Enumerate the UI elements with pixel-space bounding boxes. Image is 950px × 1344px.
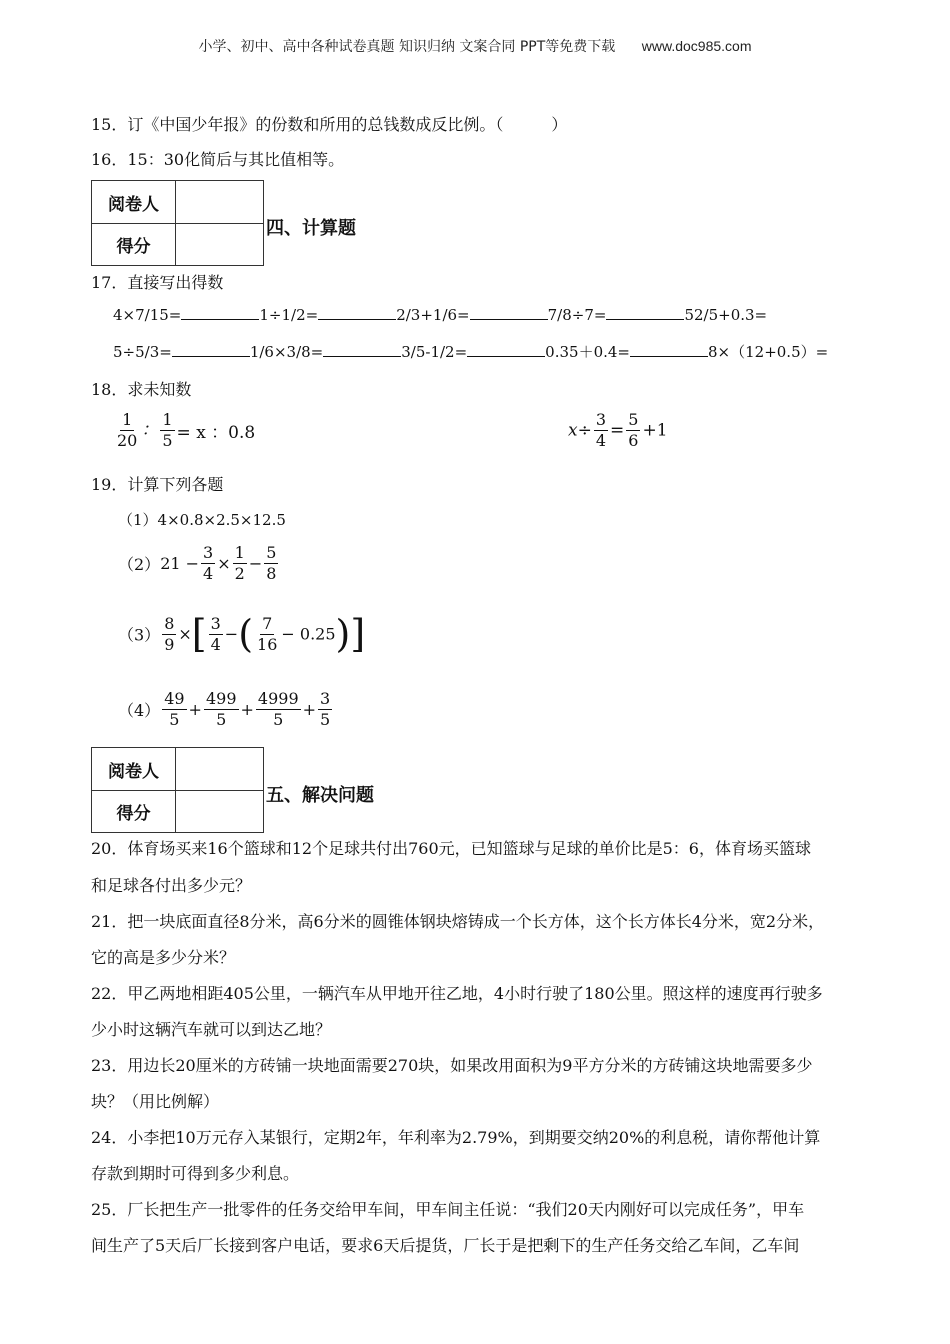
operator: ×: [217, 554, 231, 573]
q17-item: 1÷1/2=: [259, 306, 319, 324]
numerator: 3: [210, 613, 221, 633]
numerator: 5: [266, 543, 277, 562]
reviewer-label: 阅卷人: [92, 181, 176, 224]
numerator: 3: [595, 410, 607, 429]
q19-part-3: [118, 612, 365, 656]
left-paren: (: [238, 612, 254, 656]
numerator: 7: [262, 613, 273, 633]
part-label: （2）: [118, 555, 161, 574]
answer-blank[interactable]: [172, 342, 250, 357]
score-field[interactable]: [176, 224, 263, 265]
denominator: 5: [162, 431, 173, 450]
question-19-title: 19．计算下列各题: [91, 475, 224, 494]
numerator: 499: [205, 689, 237, 708]
equation-rest: = x ：0.8: [176, 423, 256, 443]
numerator: 5: [628, 410, 639, 429]
question-25-line-2: 间生产了5天后厂长接到客户电话，要求6天后提货，厂长于是把剩下的生产任务交给乙车间，乙车间: [91, 1236, 800, 1255]
numerator: 3: [320, 689, 331, 708]
header-text: 小学、初中、高中各种试卷真题 知识归纳 文案合同 PPT等免费下载: [198, 39, 616, 55]
denominator: 5: [216, 710, 227, 729]
denominator: 16: [257, 634, 278, 654]
operator: −: [248, 554, 263, 573]
numerator: 3: [203, 543, 214, 562]
answer-blank[interactable]: [467, 342, 545, 357]
question-25-line-1: 25．厂长把生产一批零件的任务交给甲车间，甲车间主任说：“我们20天内刚好可以完成任务”，甲车: [91, 1200, 805, 1219]
left-bracket: [: [191, 612, 207, 656]
denominator: 20: [117, 431, 138, 450]
q17-item: 0.35＋0.4=: [545, 343, 630, 361]
q17-item: 7/8÷7=: [547, 306, 607, 324]
question-18-title: 18．求未知数: [91, 380, 192, 399]
operator: +: [302, 700, 317, 719]
question-15: 15．订《中国少年报》的份数和所用的总钱数成反比例。（ ）: [91, 115, 568, 134]
q19-part-1: （1）4×0.8×2.5×12.5: [118, 511, 286, 529]
score-field[interactable]: [176, 791, 263, 832]
question-23-line-2: 块？（用比例解）: [91, 1092, 220, 1111]
question-16: 16．15：30化简后与其比值相等。: [91, 150, 345, 169]
reviewer-field[interactable]: [176, 181, 263, 224]
equation-1: [113, 410, 255, 451]
denominator: 4: [203, 564, 214, 583]
operator: ×: [178, 624, 192, 644]
divide-sign: ÷: [577, 420, 592, 441]
question-20-line-2: 和足球各付出多少元？: [91, 876, 252, 895]
answer-blank[interactable]: [630, 342, 708, 357]
q17-item: 3/5-1/2=: [401, 343, 468, 361]
score-label: 得分: [92, 224, 176, 265]
variable-x: x: [568, 420, 578, 441]
numerator: 8: [164, 613, 175, 633]
answer-blank[interactable]: [606, 305, 684, 320]
score-table: [91, 180, 264, 266]
denominator: 2: [234, 564, 245, 583]
q17-row-1: [113, 305, 767, 324]
q17-row-2: [113, 341, 828, 362]
denominator: 6: [628, 431, 639, 450]
denominator: 8: [266, 564, 277, 583]
reviewer-label: 阅卷人: [92, 748, 176, 791]
numerator: 49: [164, 689, 185, 708]
q17-item: 2/3+1/6=: [396, 306, 470, 324]
score-label: 得分: [92, 791, 176, 832]
question-21-line-2: 它的高是多少分米？: [91, 948, 236, 967]
numerator: 4999: [257, 689, 299, 708]
operator: −: [224, 624, 239, 644]
q17-item: 5÷5/3=: [113, 343, 172, 361]
operator: +: [188, 700, 202, 719]
score-table: [91, 747, 264, 833]
right-bracket: ]: [350, 612, 366, 656]
part-label: （3）: [118, 625, 161, 645]
denominator: 5: [273, 710, 284, 729]
denominator: 4: [210, 634, 221, 654]
denominator: 5: [320, 710, 331, 729]
operator: +: [240, 700, 254, 719]
question-23-line-1: 23．用边长20厘米的方砖铺一块地面需要270块，如果改用面积为9平方分米的方砖铺这块地需要多少: [91, 1056, 813, 1075]
right-paren: ): [335, 612, 351, 656]
q17-item: 8×（12+0.5）=: [708, 343, 829, 361]
q19-part-4: [118, 689, 334, 730]
equals-sign: =: [610, 420, 625, 441]
page-header: [0, 36, 950, 56]
denominator: 9: [164, 634, 175, 654]
q17-item: 1/6×3/8=: [249, 343, 324, 361]
question-20-line-1: 20．体育场买来16个篮球和12个足球共付出760元，已知篮球与足球的单价比是5：6，体育场买篮球: [91, 839, 811, 858]
numerator: 1: [122, 410, 133, 429]
question-21-line-1: 21．把一块底面直径8分米，高6分米的圆锥体钢块熔铸成一个长方体，这个长方体长4分米，宽2分米，: [91, 912, 825, 931]
question-24-line-2: 存款到期时可得到多少利息。: [91, 1164, 300, 1183]
numerator: 1: [162, 410, 173, 429]
question-22-line-2: 少小时这辆汽车就可以到达乙地？: [91, 1020, 332, 1039]
plus-one: +1: [642, 420, 668, 441]
header-url[interactable]: www.doc985.com: [641, 38, 752, 54]
denominator: 4: [595, 431, 607, 450]
question-22-line-1: 22．甲乙两地相距405公里，一辆汽车从甲地开往乙地，4小时行驶了180公里。照这样的速度再行驶多: [91, 984, 823, 1003]
equation-2: [568, 410, 668, 451]
section-title-4: 四、计算题: [266, 218, 356, 239]
answer-blank[interactable]: [318, 305, 396, 320]
q17-item: 4×7/15=: [113, 306, 182, 324]
part-label: （4）: [118, 701, 161, 720]
ratio-colon: ：: [141, 420, 159, 440]
denominator: 5: [169, 710, 180, 729]
answer-blank[interactable]: [470, 305, 548, 320]
answer-blank[interactable]: [323, 342, 401, 357]
q17-item: 52/5+0.3=: [684, 306, 768, 324]
question-24-line-1: 24．小李把10万元存入某银行，定期2年，年利率为2.79%，到期要交纳20%的利息税，请你帮他计算: [91, 1128, 821, 1147]
answer-blank[interactable]: [181, 305, 259, 320]
section-title-5: 五、解决问题: [266, 785, 374, 806]
reviewer-field[interactable]: [176, 748, 263, 791]
numerator: 1: [234, 543, 245, 562]
question-17-title: 17．直接写出得数: [91, 273, 224, 292]
q19-part-2: [118, 543, 280, 584]
term: 21 −: [160, 554, 200, 573]
term: − 0.25: [281, 624, 336, 644]
